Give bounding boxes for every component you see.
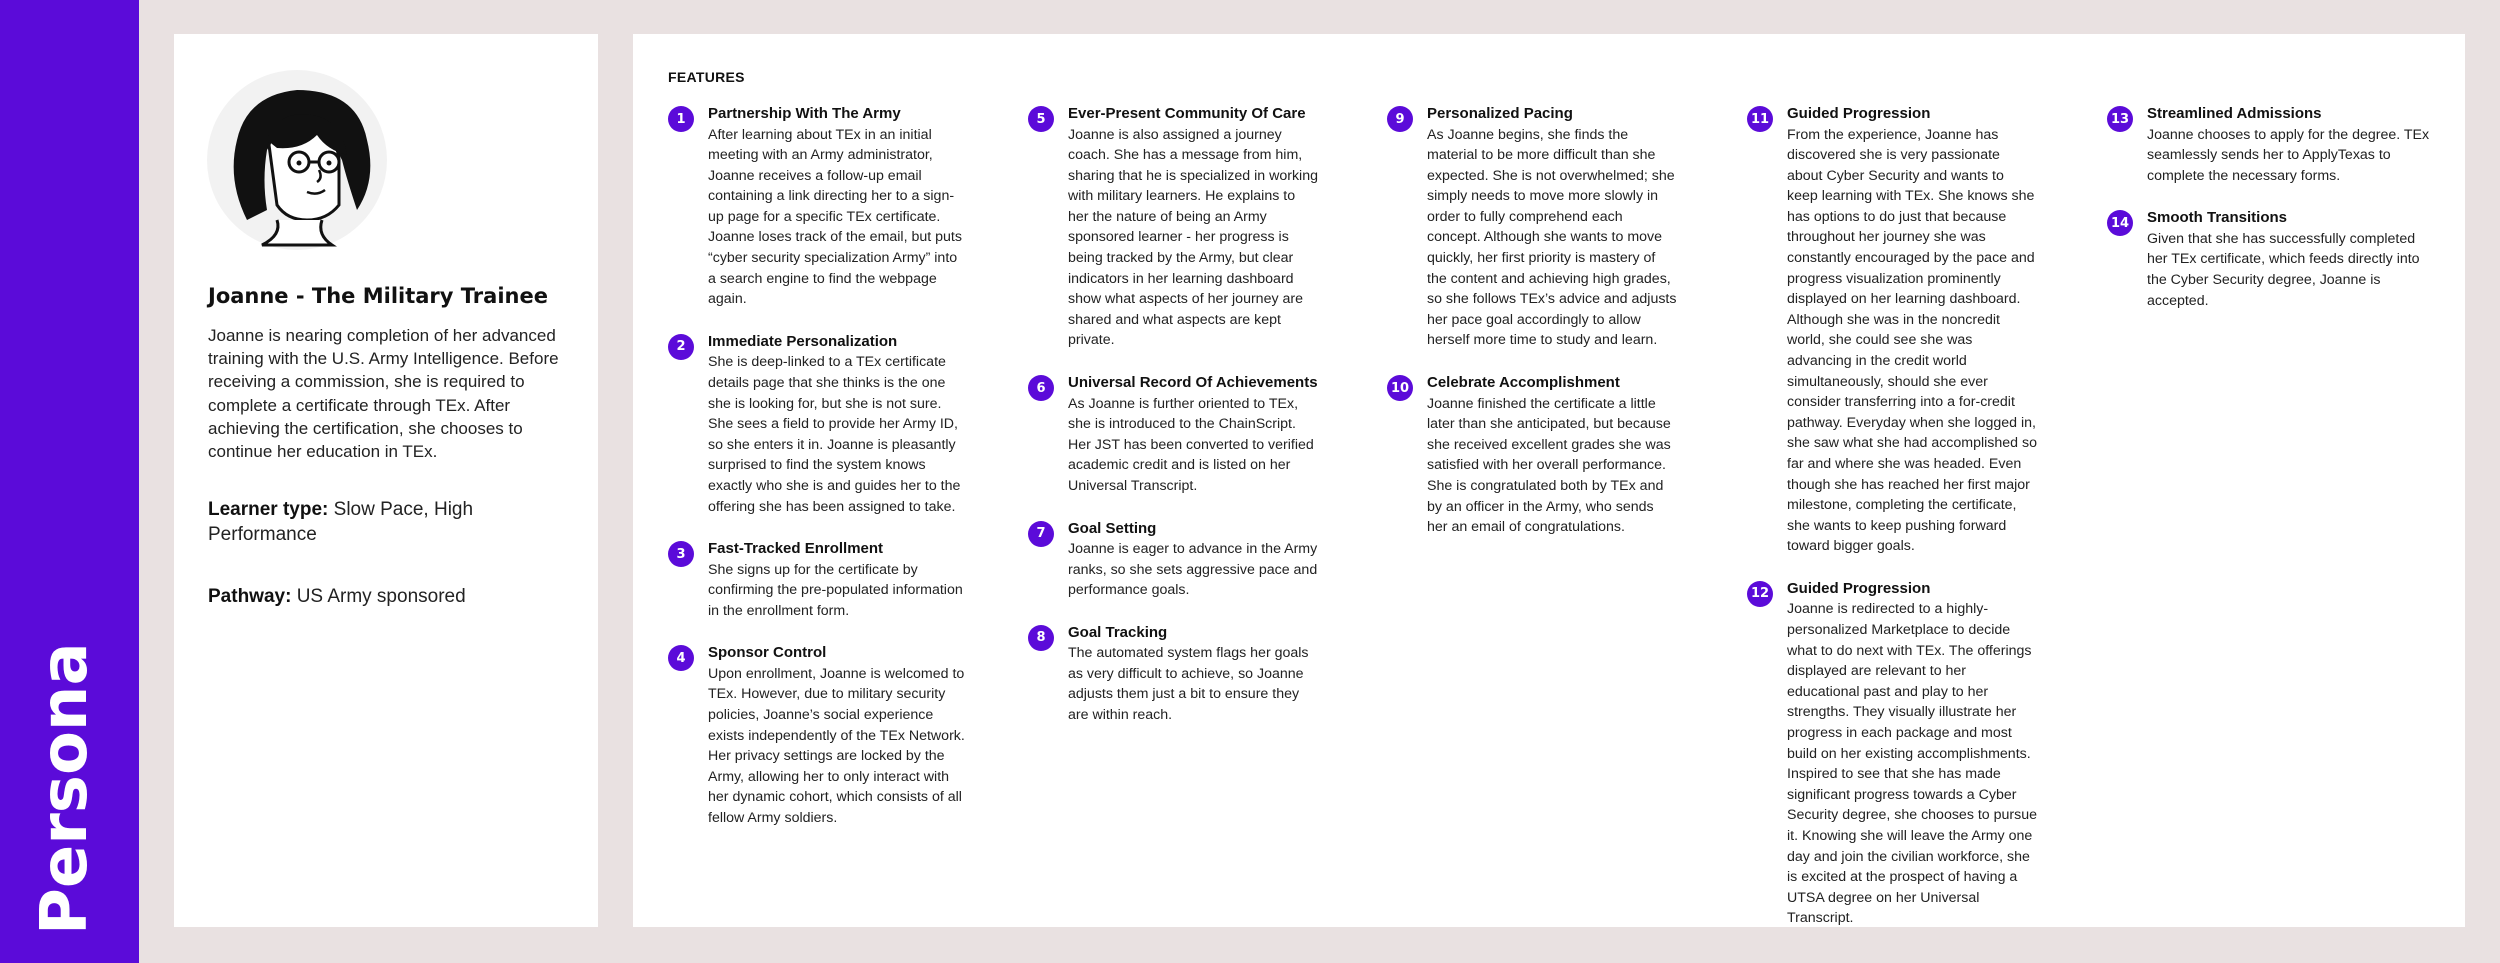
- persona-description: Joanne is nearing completion of her advanced training with the U.S. Army Intelligence. Before receiving a commission, she is required to complete a certificate through TEx. After achieving the certification, she chooses to continue her education in TEx.: [208, 326, 559, 462]
- feature-title: Guided Progression: [1787, 105, 1931, 122]
- features-column-5: [2107, 104, 2437, 333]
- feature-body: From the experience, Joanne has discovered she is very passionate about Cyber Security and wants to keep learning with TEx. She knows she has options to do just that because throughout her journey she was constantly encouraged by the pace and progress visualization prominently displayed on her learning dashboard. Although she was in the noncredit world, she could see she was advancing in the credit world simultaneously, should she ever consider transferring into a for-credit pathway. Everyday when she logged in, she saw what she had accomplished so far and where she was headed. Even though she has reached her first major milestone, completing the certificate, she wants to keep pushing forward toward bigger goals.: [1787, 126, 2037, 555]
- feature-title: Celebrate Accomplishment: [1427, 374, 1620, 392]
- feature-number-badge: 13: [2107, 106, 2133, 132]
- feature-number-badge: 10: [1387, 375, 1413, 401]
- feature-item: [668, 643, 968, 828]
- feature-number-badge: 3: [668, 541, 694, 567]
- feature-body: After learning about TEx in an initial meeting with an Army administrator, Joanne receives a follow-up email containing a link directing her to a sign-up page for a specific TEx certificate. Joanne loses track of the email, but puts “cyber security specialization Army” into a search engine to find the webpage again.: [708, 126, 962, 308]
- feature-body: Joanne is redirected to a highly-personalized Marketplace to decide what to do next with TEx. The offerings displayed are relevant to her educational past and play to her strengths. They visually illustrate her progress in each package and most build on her existing accomplishments. Inspired to see that she has made significant progress towards a Cyber Security degree, she chooses to pursue it. Knowing she will leave the Army one day and join the civilian workforce, she is excited at the prospect of having a UTSA degree on her Universal Transcript.: [1787, 601, 2038, 927]
- persona-name: Joanne - The Military Trainee: [208, 284, 548, 308]
- feature-number-badge: 12: [1747, 581, 1773, 607]
- feature-item: [1028, 373, 1318, 496]
- feature-number-badge: 1: [668, 106, 694, 132]
- feature-number-badge: 6: [1028, 375, 1054, 401]
- feature-item: [1028, 104, 1318, 351]
- feature-number-badge: 14: [2107, 210, 2133, 236]
- feature-number-badge: 2: [668, 334, 694, 360]
- feature-body: Joanne chooses to apply for the degree. TEx seamlessly sends her to ApplyTexas to complete the necessary forms.: [2147, 126, 2430, 184]
- feature-body: As Joanne begins, she finds the material to be more difficult than she expected. She is not overwhelmed; she simply needs to move more slowly in order to fully comprehend each concept. Although she wants to move quickly, her first priority is mastery of the content and achieving high grades, so she follows TEx’s advice and adjusts her pace goal accordingly to allow herself more time to study and learn.: [1427, 126, 1677, 349]
- feature-title: Partnership With The Army: [708, 105, 901, 122]
- pathway-label: Pathway:: [208, 586, 292, 607]
- features-card: [633, 34, 2465, 927]
- feature-title: Personalized Pacing: [1427, 105, 1573, 122]
- sidebar: Persona: [0, 0, 139, 963]
- feature-body: Joanne is eager to advance in the Army ranks, so she sets aggressive pace and performance goals.: [1068, 541, 1318, 599]
- feature-body: Joanne is also assigned a journey coach. She has a message from him, sharing that he is specialized in working with military learners. He explains to her the nature of being an Army sponsored learner - her progress is being tracked by the Army, but clear indicators in her learning dashboard show what aspects of her journey are shared and what aspects are kept private.: [1068, 126, 1318, 349]
- feature-title: Streamlined Admissions: [2147, 105, 2322, 122]
- feature-item: [1387, 104, 1677, 351]
- feature-body: She signs up for the certificate by confirming the pre-populated information in the enrollment form.: [708, 561, 963, 619]
- feature-item: [1028, 519, 1318, 601]
- features-column-1: [668, 104, 968, 851]
- feature-number-badge: 11: [1747, 106, 1773, 132]
- feature-body: As Joanne is further oriented to TEx, she is introduced to the ChainScript. Her JST has been converted to verified academic credit and is listed on her Universal Transcript.: [1068, 395, 1314, 494]
- feature-title: Sponsor Control: [708, 644, 827, 662]
- feature-item: [1028, 623, 1318, 726]
- feature-number-badge: 8: [1028, 625, 1054, 651]
- pathway-value: US Army sponsored: [296, 586, 466, 607]
- feature-title: Goal Setting: [1068, 519, 1157, 537]
- learner-type-value: Slow Pace, High Performance: [208, 499, 474, 545]
- feature-title: Goal Tracking: [1068, 623, 1168, 641]
- feature-body: The automated system flags her goals as very difficult to achieve, so Joanne adjusts them just a bit to ensure they are within reach.: [1068, 645, 1309, 724]
- feature-title: Smooth Transitions: [2147, 209, 2288, 227]
- feature-title: Guided Progression: [1787, 579, 1931, 597]
- features-column-3: [1387, 104, 1677, 560]
- feature-item: [2107, 208, 2437, 311]
- feature-number-badge: 9: [1387, 106, 1413, 132]
- features-title: FEATURES: [668, 69, 745, 85]
- features-column-4: [1747, 104, 2037, 951]
- feature-number-badge: 4: [668, 645, 694, 671]
- feature-item: [668, 539, 968, 621]
- features-column-2: [1028, 104, 1318, 748]
- feature-number-badge: 5: [1028, 106, 1054, 132]
- feature-item: [1747, 104, 2037, 557]
- feature-item: [668, 104, 968, 310]
- pathway: [208, 584, 578, 609]
- feature-body: She is deep-linked to a TEx certificate details page that she thinks is the one she is looking for, but she is not sure. She sees a field to provide her Army ID, so she enters it in. Joanne is pleasantly surprised to find the system knows exactly who she is and guides her to the offering she has been assigned to take.: [708, 354, 961, 515]
- learner-type: [208, 497, 578, 547]
- feature-item: [668, 332, 968, 517]
- feature-item: [1387, 373, 1677, 538]
- persona-card: [174, 34, 598, 927]
- feature-number-badge: 7: [1028, 521, 1054, 547]
- feature-item: [1747, 579, 2037, 929]
- learner-type-label: Learner type:: [208, 499, 329, 520]
- feature-body: Upon enrollment, Joanne is welcomed to TEx. However, due to military security policies, Joanne’s social experience exists independently of the TEx Network. Her privacy settings are locked by the Army, allowing her to only interact with her dynamic cohort, which consists of all fellow Army soldiers.: [708, 665, 965, 827]
- avatar: [207, 70, 387, 250]
- feature-body: Joanne finished the certificate a little later than she anticipated, but because she received excellent grades she was satisfied with her overall performance. She is congratulated both by TEx and by an officer in the Army, who sends her an email of congratulations.: [1427, 395, 1671, 536]
- feature-title: Immediate Personalization: [708, 332, 898, 350]
- feature-title: Universal Record Of Achievements: [1068, 374, 1318, 392]
- feature-item: [2107, 104, 2437, 186]
- feature-body: Given that she has successfully completed her TEx certificate, which feeds directly into the Cyber Security degree, Joanne is accepted.: [2147, 230, 2420, 309]
- feature-title: Fast-Tracked Enrollment: [708, 540, 884, 558]
- feature-title: Ever-Present Community Of Care: [1068, 105, 1306, 122]
